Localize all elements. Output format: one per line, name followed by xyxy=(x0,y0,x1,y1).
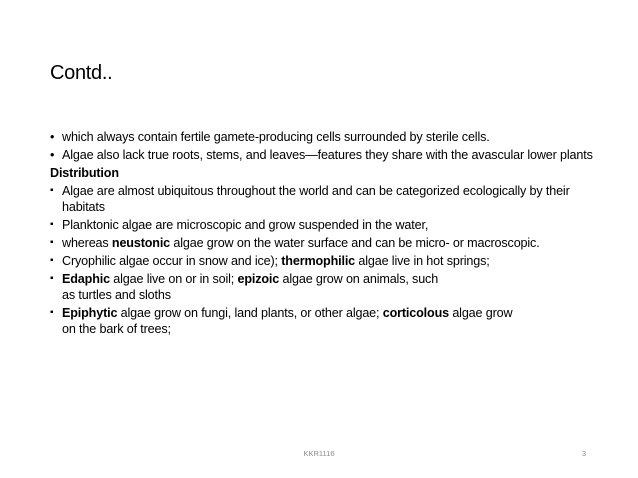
list-item-text: Edaphic algae live on or in soil; epizoic algae grow on animals, such as turtles and sloths xyxy=(62,272,439,302)
list-item xyxy=(50,217,610,233)
list-item-text: Cryophilic algae occur in snow and ice); thermophilic algae live in hot springs; xyxy=(62,254,490,268)
bullet-text: Algae also lack true roots, stems, and leaves—features they share with the avascular lower plants xyxy=(62,148,593,162)
term-epiphytic: Epiphytic xyxy=(62,306,118,320)
bullet-text: which always contain fertile gamete-producing cells surrounded by sterile cells. xyxy=(62,130,490,144)
list-item xyxy=(50,271,610,303)
square-bullet-icon: ▪ xyxy=(50,273,54,284)
bullet-marker: • xyxy=(50,130,55,144)
term-corticolous: corticolous xyxy=(382,306,449,320)
term-edaphic: Edaphic xyxy=(62,272,110,286)
slide-title: Contd.. xyxy=(50,62,113,84)
list-item xyxy=(50,253,610,269)
square-bullet-icon: ▪ xyxy=(50,237,54,248)
bullet-marker: • xyxy=(50,148,55,162)
page-number: 3 xyxy=(581,449,586,458)
list-item-text: whereas neustonic algae grow on the water surface and can be micro- or macroscopic. xyxy=(62,236,540,250)
bullet-item xyxy=(50,129,610,145)
section-heading: Distribution xyxy=(50,166,119,180)
term-epizoic: epizoic xyxy=(237,272,280,286)
list-item xyxy=(50,183,610,215)
slide-content xyxy=(50,129,610,339)
list-item-text: Algae are almost ubiquitous throughout the world and can be categorized ecologically by their habitats xyxy=(62,184,570,214)
list-item xyxy=(50,235,610,251)
square-bullet-icon: ▪ xyxy=(50,185,54,196)
list-item xyxy=(50,305,610,337)
term-neustonic: neustonic xyxy=(111,236,171,250)
list-item-text: Planktonic algae are microscopic and grow suspended in the water, xyxy=(62,218,429,232)
footer-author: KKR1116 xyxy=(303,449,335,458)
list-item-text: Epiphytic algae grow on fungi, land plants, or other algae; corticolous algae grow on the bark of trees; xyxy=(62,306,513,336)
square-bullet-icon: ▪ xyxy=(50,219,54,230)
square-bullet-icon: ▪ xyxy=(50,255,54,266)
square-bullet-icon: ▪ xyxy=(50,307,54,318)
term-thermophilic: thermophilic xyxy=(281,254,356,268)
bullet-item xyxy=(50,147,610,163)
